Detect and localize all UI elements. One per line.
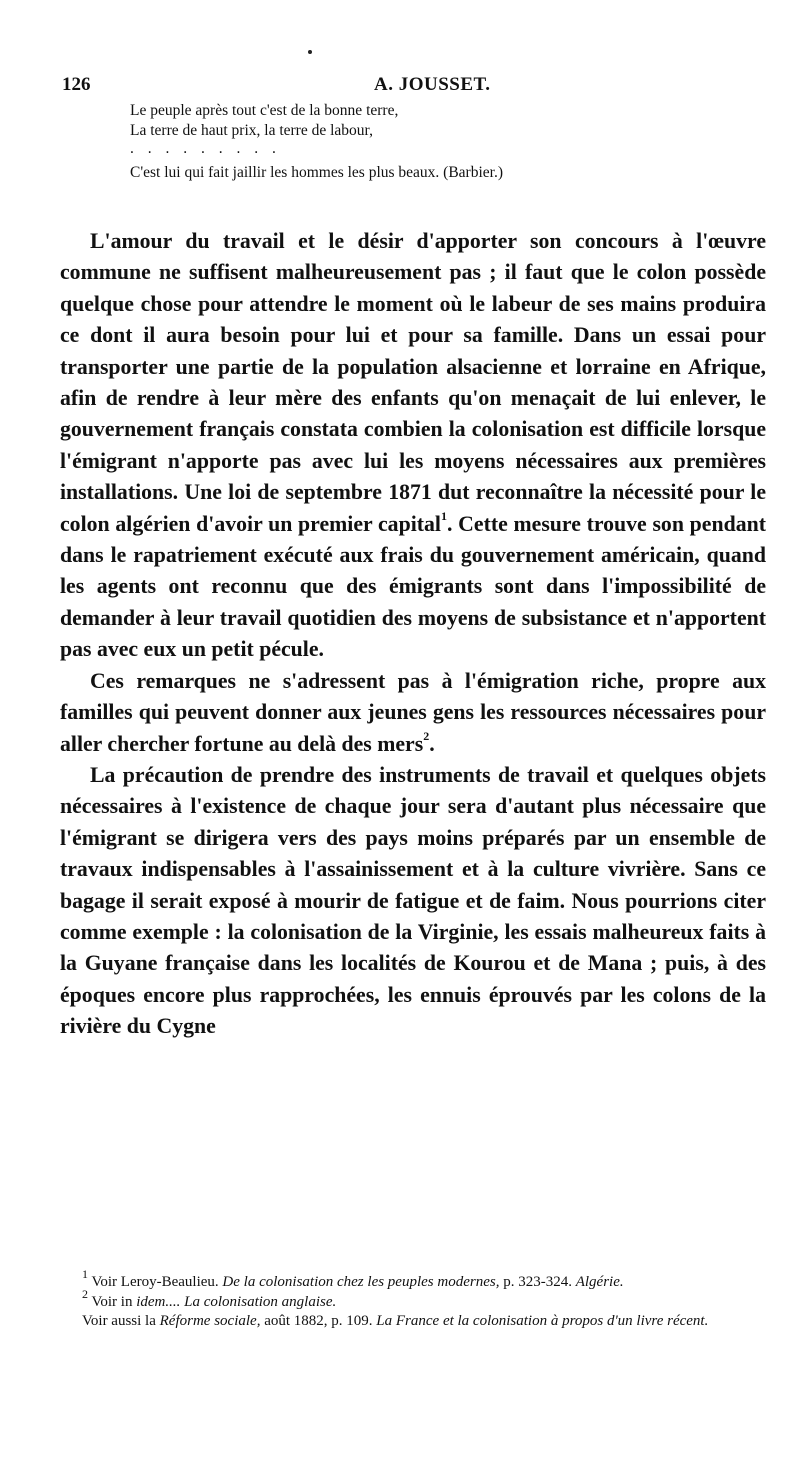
footnote-2: $^2$ Voir in idem.... La colonisation anglaise. — [82, 1286, 337, 1310]
verse-line: Le peuple après tout c'est de la bonne terre, — [130, 102, 399, 119]
paragraph: L'amour du travail et le désir d'apporter son concours à l'œuvre commune ne suffisent malheureusement pas ; il faut que le colon possède quelque chose pour attendre le moment où le labeur de ses mains produira ce dont il aura besoin pour lui et pour sa famille. Dans un essai pour transporter une partie de la population alsacienne et lorraine en Afrique, afin de rendre à leur mère des enfants qu'on menaçait de lui enlever, le gouvernement français constata combien la colonisation est difficile lorsque l'émigrant n'apporte pas avec lui les moyens nécessaires aux premières installations. Une loi de septembre 1871 dut reconnaître la nécessité pour le colon algérien d'avoir un premier capital$^1$. Cette mesure trouve son pendant dans le rapatriement exécuté aux frais du gouvernement américain, quand les agents ont reconnu que des émigrants sont dans l'impossibilité de demander à leur travail quotidien des moyens de subsistance et n'apportent pas avec eux un petit pécule. — [60, 229, 766, 662]
main-text — [60, 226, 766, 1043]
footnote-3: Voir aussi la Réforme sociale, août 1882, p. 109. La France et la colonisation à propos d'un livre récent. — [82, 1313, 709, 1329]
page-number: 126 — [62, 74, 91, 95]
verse-line: C'est lui qui fait jaillir les hommes les plus beaux. (Barbier.) — [130, 164, 503, 181]
ink-dot — [308, 50, 312, 54]
footnote-1: $^1$ Voir Leroy-Beaulieu. De la colonisation chez les peuples modernes, p. 323-324. Algérie. — [82, 1267, 624, 1290]
verse-line: La terre de haut prix, la terre de labour, — [130, 122, 373, 139]
paragraph: La précaution de prendre des instruments de travail et quelques objets nécessaires à l'existence de chaque jour sera d'autant plus nécessaire que l'émigrant se dirigera vers des pays moins préparés par un ensemble de travaux indispensables à l'assainissement et à la culture vivrière. Sans ce bagage il serait exposé à mourir de fatigue et de faim. Nous pourrions citer comme exemple : la colonisation de la Virginie, les essais malheureux faits à la Guyane française dans les localités de Kourou et de Mana ; puis, à des époques encore plus rapprochées, les ennuis éprouvés par les colons de la rivière du Cygne — [60, 762, 766, 1039]
paragraph: Ces remarques ne s'adressent pas à l'émigration riche, propre aux familles qui peuvent donner aux jeunes gens les ressources nécessaires pour aller chercher fortune au delà des mers$^2$. — [60, 668, 766, 756]
page-header — [62, 74, 742, 98]
footnote-ref: 2 — [423, 729, 430, 744]
footnote-ref: 1 — [440, 509, 447, 524]
running-head: A. JOUSSET. — [374, 74, 491, 95]
footnotes — [60, 1267, 766, 1332]
verse-ellipsis: . . . . . . . . . — [130, 140, 281, 157]
